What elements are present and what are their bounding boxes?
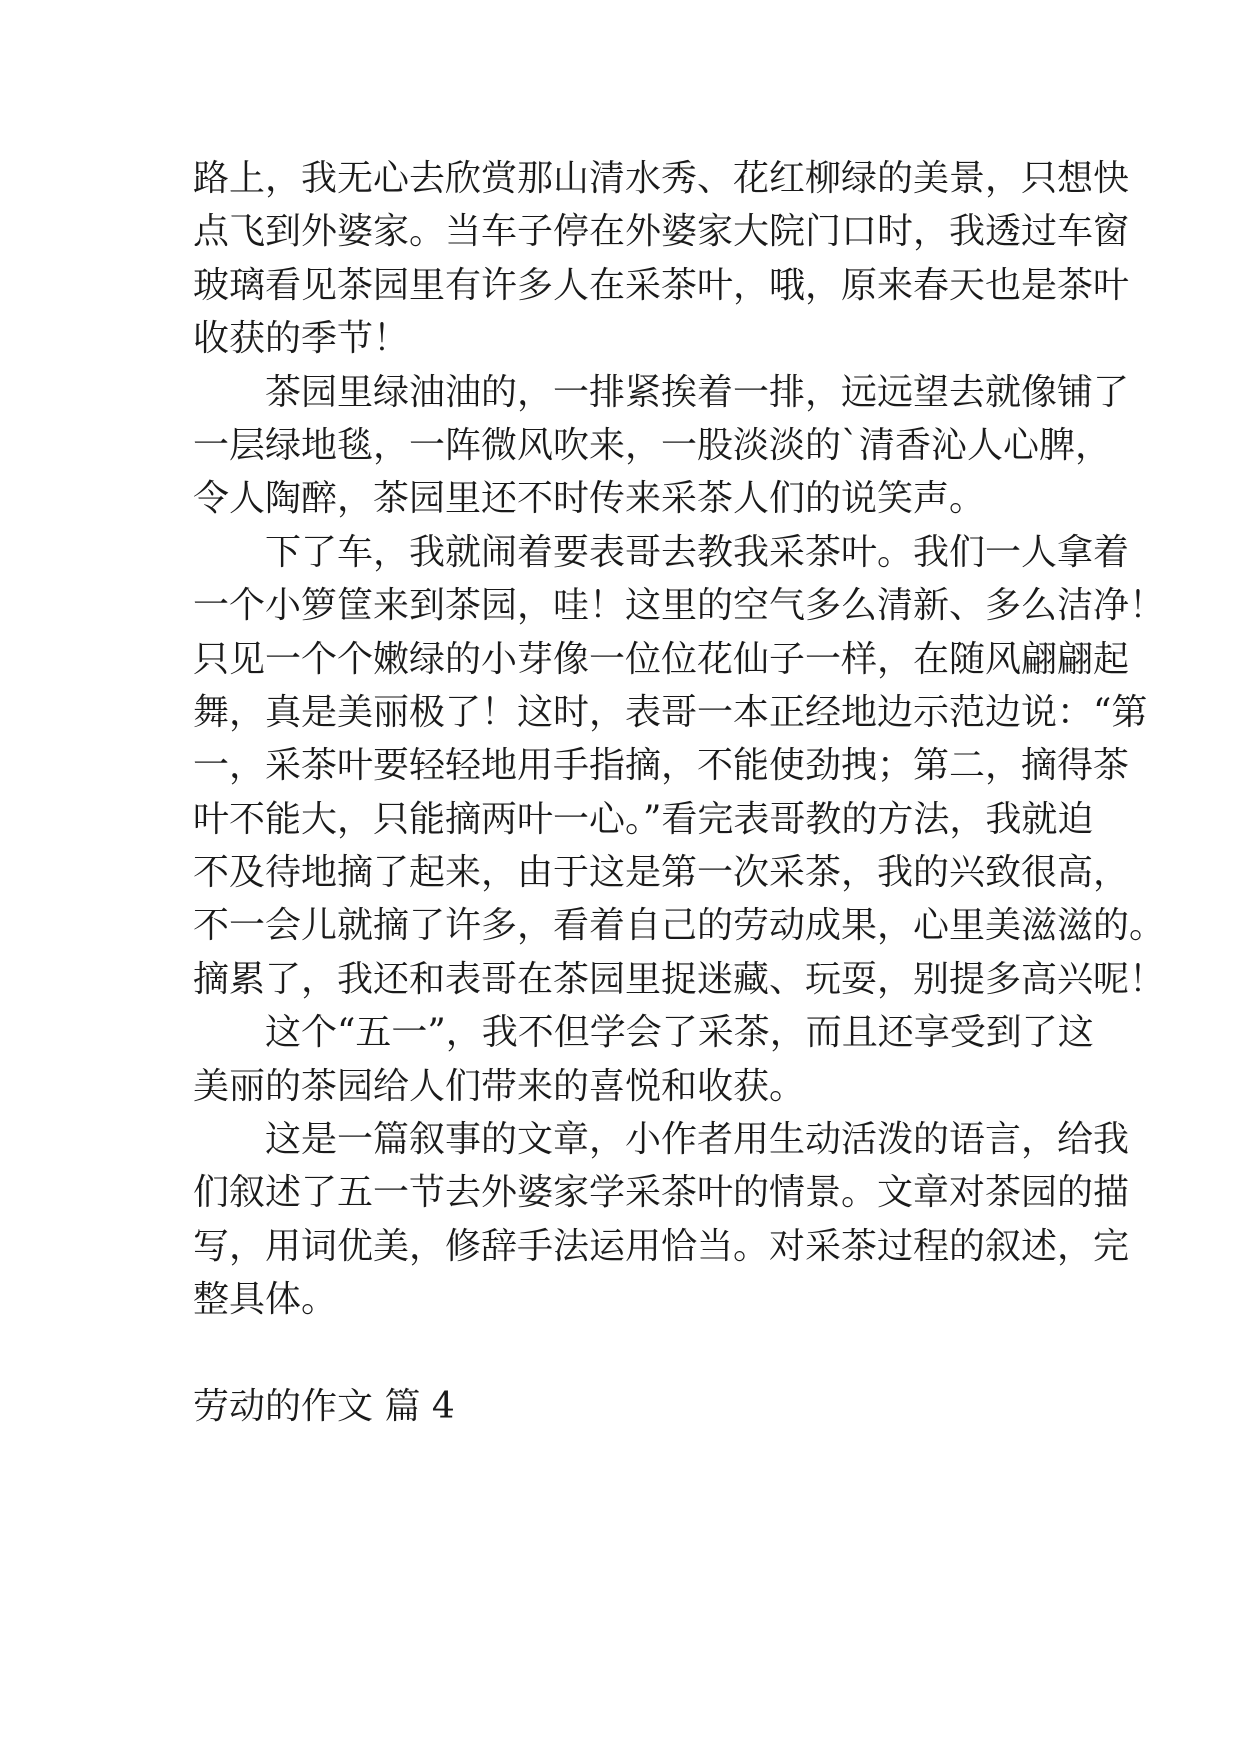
paragraph-5 — [193, 1113, 1130, 1327]
text-line: 点飞到外婆家。当车子停在外婆家大院门口时，我透过车窗 — [193, 211, 1130, 253]
text-line: 这是一篇叙事的文章，小作者用生动活泼的语言，给我 — [265, 1119, 1130, 1161]
paragraph-4 — [193, 1006, 1094, 1113]
text-line: 一层绿地毯，一阵微风吹来，一股淡淡的`清香沁人心脾， — [193, 424, 1112, 466]
text-line: 们叙述了五一节去外婆家学采茶叶的情景。文章对茶园的描 — [193, 1172, 1130, 1214]
text-line: 令人陶醉，茶园里还不时传来采茶人们的说笑声。 — [193, 478, 986, 520]
text-line: 舞，真是美丽极了！这时，表哥一本正经地边示范边说：“第 — [193, 691, 1148, 733]
text-line: 茶园里绿油油的，一排紧挨着一排，远远望去就像铺了 — [265, 371, 1130, 413]
text-line: 下了车，我就闹着要表哥去教我采茶叶。我们一人拿着 — [265, 531, 1130, 573]
text-line: 整具体。 — [193, 1279, 338, 1321]
text-line: 摘累了，我还和表哥在茶园里捉迷藏、玩耍，别提多高兴呢！ — [193, 958, 1166, 1000]
text-line: 这个“五一”，我不但学会了采茶，而且还享受到了这 — [265, 1012, 1094, 1054]
text-line: 一个小箩筐来到茶园，哇！这里的空气多么清新、多么洁净！ — [193, 585, 1166, 627]
section-heading: 劳动的作文 篇 4 — [193, 1385, 455, 1427]
paragraph-2 — [193, 366, 1130, 526]
text-line: 一，采茶叶要轻轻地用手指摘，不能使劲拽；第二，摘得茶 — [193, 745, 1130, 787]
text-line: 不一会儿就摘了许多，看着自己的劳动成果，心里美滋滋的。 — [193, 905, 1166, 947]
text-line: 路上，我无心去欣赏那山清水秀、花红柳绿的美景，只想快 — [193, 158, 1130, 199]
text-line: 只见一个个嫩绿的小芽像一位位花仙子一样，在随风翩翩起 — [193, 638, 1130, 680]
text-line: 不及待地摘了起来，由于这是第一次采茶，我的兴致很高， — [193, 852, 1130, 894]
blank-line — [193, 1327, 1049, 1380]
text-line: 玻璃看见茶园里有许多人在采茶叶，哦，原来春天也是茶叶 — [193, 264, 1130, 306]
text-line: 写，用词优美，修辞手法运用恰当。对采茶过程的叙述，完 — [193, 1225, 1130, 1267]
text-line: 美丽的茶园给人们带来的喜悦和收获。 — [193, 1065, 806, 1107]
paragraph-3 — [193, 526, 1166, 1007]
text-line: 叶不能大，只能摘两叶一心。”看完表哥教的方法，我就迫 — [193, 798, 1094, 840]
text-line: 收获的季节！ — [193, 318, 410, 360]
document-body — [193, 152, 1166, 1433]
paragraph-1 — [193, 152, 1130, 366]
